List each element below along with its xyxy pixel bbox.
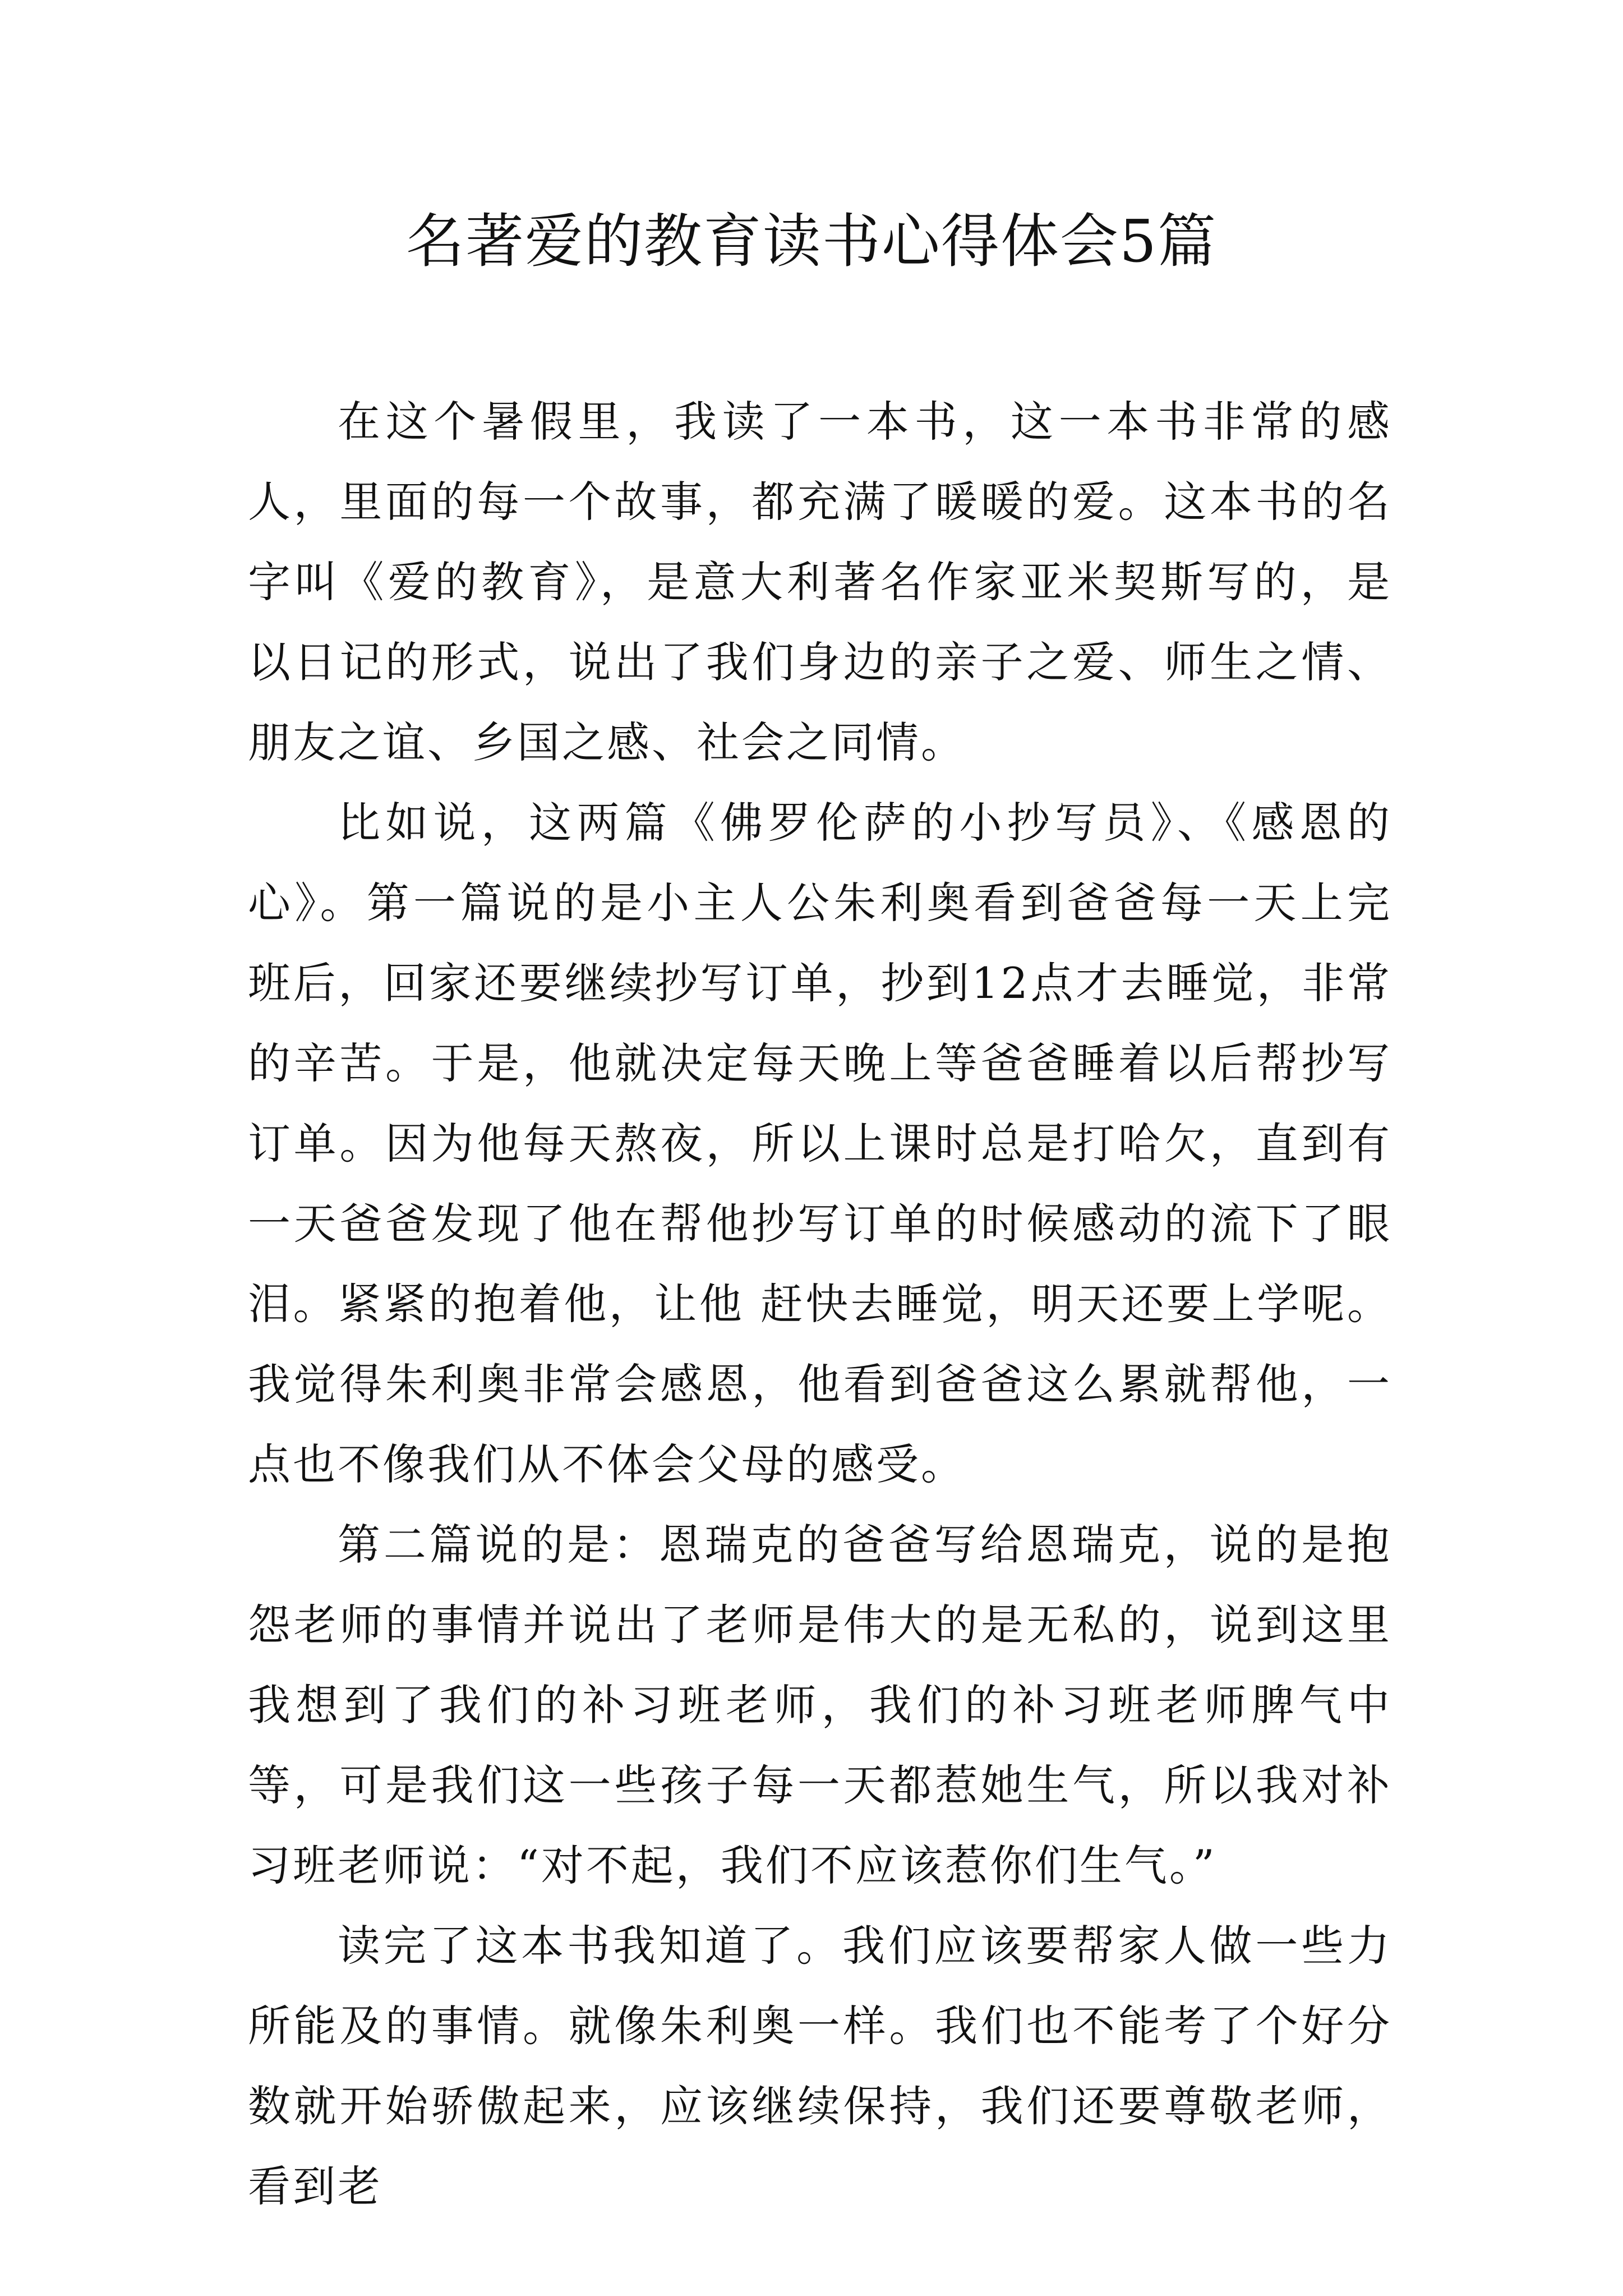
document-title: 名著爱的教育读书心得体会5篇 — [405, 207, 1218, 275]
paragraph-4: 读完了这本书我知道了。我们应该要帮家人做一些力所能及的事情。就像朱利奥一样。我们也不能考了个好分数就开始骄傲起来，应该继续保持，我们还要尊敬老师，看到老 — [248, 1921, 1392, 2211]
paragraph-1: 在这个暑假里，我读了一本书，这一本书非常的感人，里面的每一个故事，都充满了暖暖的爱。这本书的名字叫《爱的教育》，是意大利著名作家亚米契斯写的，是以日记的形式，说出了我们身边的亲子之爱、师生之情、朋友之谊、乡国之感、社会之同情。 — [248, 397, 1392, 767]
paragraph-2: 比如说，这两篇《佛罗伦萨的小抄写员》、《感恩的心》。第一篇说的是小主人公朱利奥看到爸爸每一天上完班后，回家还要继续抄写订单，抄到12点才去睡觉，非常的辛苦。于是，他就决定每天晚上等爸爸睡着以后帮抄写订单。因为他每天熬夜，所以上课时总是打哈欠，直到有一天爸爸发现了他在帮他抄写订单的时候感动的流下了眼泪。紧紧的抱着他，让他 赶快去睡觉，明天还要上学呢。我觉得朱利奥非常会感恩，他看到爸爸这么累就帮他，一点也不像我们从不体会父母的感受。 — [248, 798, 1392, 1489]
paragraph-3: 第二篇说的是：恩瑞克的爸爸写给恩瑞克，说的是抱怨老师的事情并说出了老师是伟大的是无私的，说到这里我想到了我们的补习班老师，我们的补习班老师脾气中等，可是我们这一些孩子每一天都惹她生气，所以我对补习班老师说：“对不起，我们不应该惹你们生气。” — [248, 1520, 1392, 1890]
document-body — [248, 381, 1392, 2226]
